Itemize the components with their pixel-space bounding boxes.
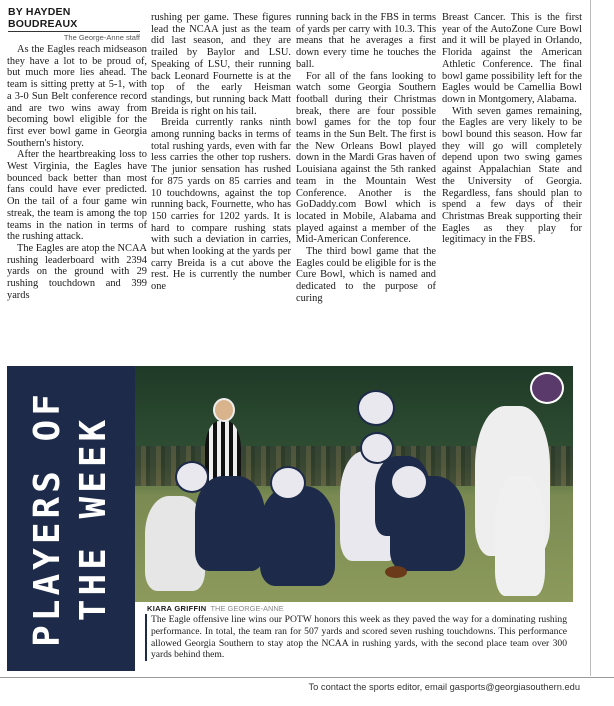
referee-head [213,398,235,422]
caption-text: The Eagle offensive line wins our POTW honors this week as they paved the way for a dominating rushing performance. In total, the team ran for 507 yards and scored seven rushing touchdowns. This performance allowed Georgia Southern to stay atop the NCAA in rushing yards, with the second place team over 300 yards behind them. [145,614,567,661]
article-column-1 [7,44,147,301]
players-of-the-week-banner [7,366,135,671]
article-paragraph: Breida currently ranks ninth among running backs in terms of total rushing yards, even with far less carries the other top rushers. The junior sensation has rushed for 875 yards on 85 carries and 10 touchdowns, against the top running back, Fournette, who has 150 carries for 1202 yards. It is hard to compare rushing stats with such a deviation in carries, but when looking at the yards per carry Breida is a cut above the rest. He is currently the number one [151,117,291,293]
article-paragraph: For all of the fans looking to watch some Georgia Southern football during their Christmas break, there are four possible bowl games for the top four teams in the Sun Belt. The first is the New Orleans Bowl played down in the Mardi Gras haven of Louisiana against the 5th ranked team in the Mountain West Conference. Another is the GoDaddy.com Bowl which is located in Mobile, Alabama and played against a member of the Mid-American Conference. [296,70,436,246]
football [385,566,407,578]
article-column-4 [442,12,582,246]
helmet [270,466,306,500]
defender-figure [495,476,545,596]
author-name: BY HAYDEN BOUDREAUX [8,6,140,32]
footer-contact: To contact the sports editor, email gasports@georgiasouthern.edu [308,682,580,692]
article-paragraph: The Eagles are atop the NCAA rushing leaderboard with 2394 yards on the ground with 29 rushing touchdown and 399 yards [7,242,147,301]
lineman-figure [195,476,265,571]
banner-title-line-2: THE WEEK [73,415,114,622]
byline [8,6,140,42]
helmet [360,432,394,464]
article-paragraph: Breast Cancer. This is the first year of the AutoZone Cure Bowl and it will be played in Orlando, Florida against the American Athletic Conference. The final bowl game possibility left for the Eagles would be Camellia Bowl down in Montgomery, Alabama. [442,12,582,105]
helmet [357,390,395,426]
article-column-2 [151,12,291,293]
footer-divider [0,677,614,678]
article-paragraph: rushing per game. These figures lead the NCAA just as the team did last season, and they are trailed by Baylor and LSU. Speaking of LSU, their running back Leonard Fournette is at the top of the early Heisman standings, but running back Matt Breida is right on his tail. [151,12,291,117]
banner-title [7,366,135,671]
lineman-figure [260,486,335,586]
photo-credit [147,604,573,613]
author-affiliation: The George-Anne staff [63,33,140,42]
article-column-3 [296,12,436,305]
photographer-name: KIARA GRIFFIN [147,604,207,613]
article-paragraph: As the Eagles reach midseason they have a lot to be proud of, but much more lies ahead. The team is sitting pretty at 5-1, with a 3-0 Sun Belt conference record and are two wins away from becoming bowl eligible for the first ever bowl game in Georgia Southern's history. [7,44,147,149]
page-edge-rule [590,0,591,676]
article-paragraph: The third bowl game that the Eagles could be eligible for is the Cure Bowl, which is named and dedicated to the purpose of curing [296,246,436,304]
article-paragraph: running back in the FBS in terms of yards per carry with 10.3. This means that he averages a first down every time he touches the ball. [296,12,436,70]
banner-title-line-1: PLAYERS OF [27,390,68,647]
article-paragraph: After the heartbreaking loss to West Virginia, the Eagles have bounced back better than most fans could have ever predicted. On the tail of a four game win streak, the team is among the top teams in the nation in terms of the rushing attack. [7,149,147,243]
photographer-org: THE GEORGE-ANNE [210,604,284,613]
helmet [175,461,209,493]
helmet [390,464,428,500]
football-lineup-photo [135,366,573,602]
article-paragraph: With seven games remaining, the Eagles are very likely to be bowl bound this season. How far they will go will completely depend upon two swing games against Appalachian State and the University of Georgia. Regardless, fans should plan to spend a few days of their Christmas Break supporting their Eagles as they play for legitimacy in the FBS. [442,105,582,246]
photo-caption [135,602,573,671]
helmet [530,372,564,404]
